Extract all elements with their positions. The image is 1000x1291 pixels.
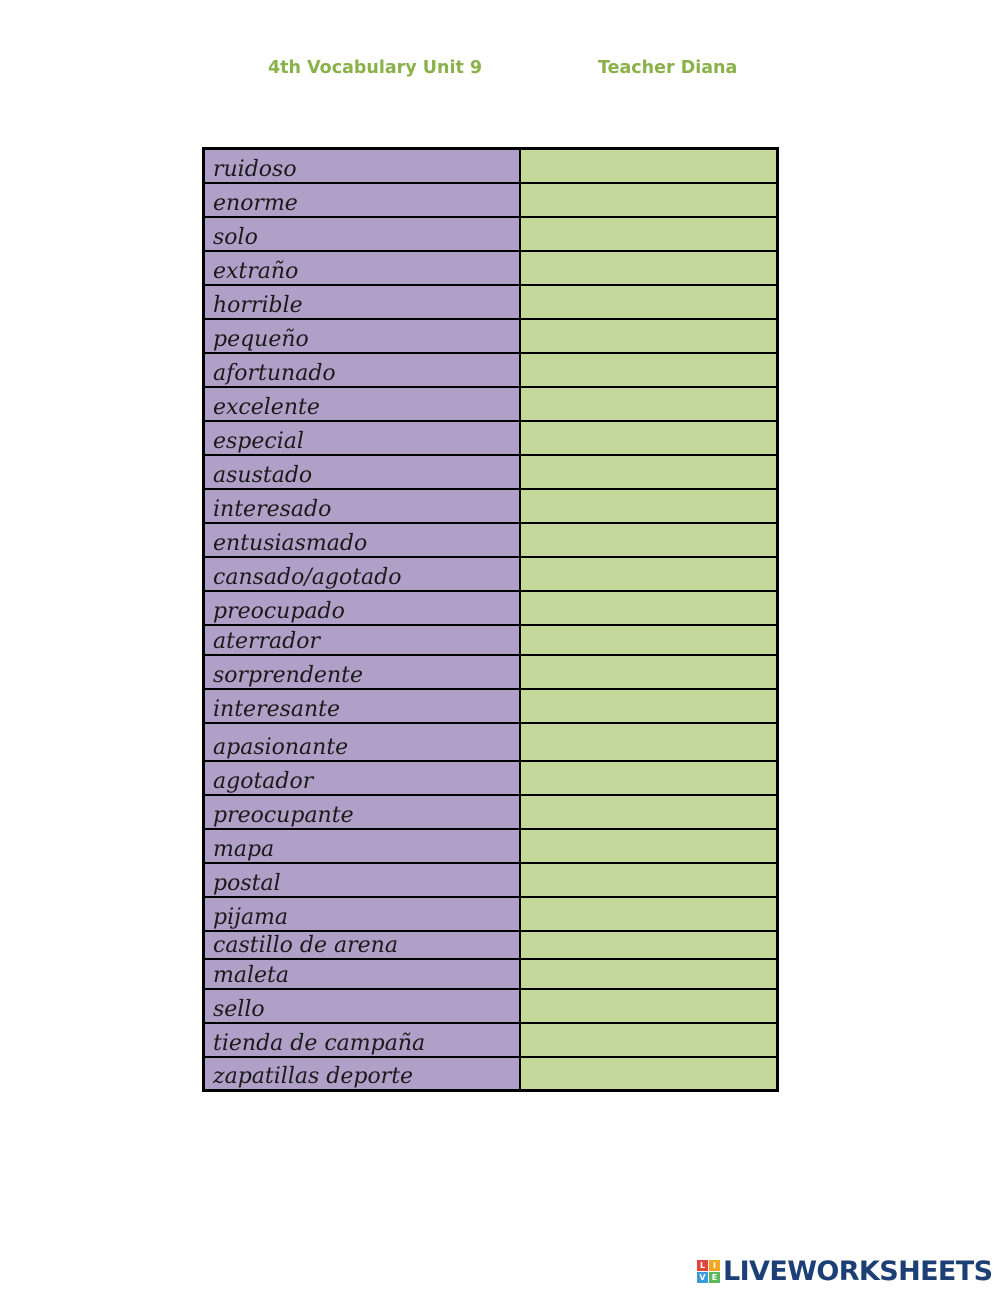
answer-field[interactable] bbox=[520, 1057, 778, 1091]
teacher-name: Teacher Diana bbox=[598, 58, 738, 78]
vocabulary-row bbox=[204, 897, 778, 931]
vocabulary-table-body bbox=[204, 149, 778, 1091]
answer-field[interactable] bbox=[520, 523, 778, 557]
liveworksheets-brand bbox=[697, 1257, 992, 1285]
vocabulary-word: agotador bbox=[204, 761, 521, 795]
vocabulary-row bbox=[204, 319, 778, 353]
vocabulary-row bbox=[204, 829, 778, 863]
vocabulary-word: interesado bbox=[204, 489, 521, 523]
vocabulary-row bbox=[204, 989, 778, 1023]
answer-field[interactable] bbox=[520, 989, 778, 1023]
vocabulary-word: pequeño bbox=[204, 319, 521, 353]
vocabulary-word: ruidoso bbox=[204, 149, 521, 183]
vocabulary-row bbox=[204, 421, 778, 455]
vocabulary-word: cansado/agotado bbox=[204, 557, 521, 591]
answer-field[interactable] bbox=[520, 421, 778, 455]
vocabulary-word: afortunado bbox=[204, 353, 521, 387]
answer-field[interactable] bbox=[520, 455, 778, 489]
vocabulary-row bbox=[204, 863, 778, 897]
vocabulary-word: tienda de campaña bbox=[204, 1023, 521, 1057]
answer-field[interactable] bbox=[520, 591, 778, 625]
vocabulary-word: extraño bbox=[204, 251, 521, 285]
vocabulary-row bbox=[204, 723, 778, 761]
answer-field[interactable] bbox=[520, 183, 778, 217]
logo-tile: I bbox=[709, 1260, 720, 1271]
answer-field[interactable] bbox=[520, 723, 778, 761]
vocabulary-row bbox=[204, 591, 778, 625]
vocabulary-row bbox=[204, 285, 778, 319]
vocabulary-word: solo bbox=[204, 217, 521, 251]
answer-field[interactable] bbox=[520, 761, 778, 795]
logo-tile: V bbox=[697, 1272, 708, 1283]
vocabulary-row bbox=[204, 761, 778, 795]
vocabulary-word: castillo de arena bbox=[204, 931, 521, 959]
answer-field[interactable] bbox=[520, 795, 778, 829]
worksheet-title: 4th Vocabulary Unit 9 bbox=[268, 58, 483, 78]
answer-field[interactable] bbox=[520, 557, 778, 591]
vocabulary-word: excelente bbox=[204, 387, 521, 421]
vocabulary-word: aterrador bbox=[204, 625, 521, 655]
vocabulary-row bbox=[204, 795, 778, 829]
vocabulary-word: zapatillas deporte bbox=[204, 1057, 521, 1091]
vocabulary-row bbox=[204, 489, 778, 523]
vocabulary-row bbox=[204, 931, 778, 959]
answer-field[interactable] bbox=[520, 863, 778, 897]
vocabulary-word: entusiasmado bbox=[204, 523, 521, 557]
vocabulary-word: interesante bbox=[204, 689, 521, 723]
vocabulary-row bbox=[204, 655, 778, 689]
vocabulary-word: horrible bbox=[204, 285, 521, 319]
answer-field[interactable] bbox=[520, 829, 778, 863]
vocabulary-word: pijama bbox=[204, 897, 521, 931]
answer-field[interactable] bbox=[520, 931, 778, 959]
vocabulary-row bbox=[204, 387, 778, 421]
vocabulary-word: postal bbox=[204, 863, 521, 897]
vocabulary-word: mapa bbox=[204, 829, 521, 863]
vocabulary-row bbox=[204, 523, 778, 557]
vocabulary-word: preocupante bbox=[204, 795, 521, 829]
answer-field[interactable] bbox=[520, 959, 778, 989]
vocabulary-row bbox=[204, 557, 778, 591]
vocabulary-row bbox=[204, 455, 778, 489]
logo-tile: L bbox=[697, 1260, 708, 1271]
worksheet-header bbox=[0, 58, 1000, 84]
answer-field[interactable] bbox=[520, 149, 778, 183]
vocabulary-row bbox=[204, 1057, 778, 1091]
vocabulary-table bbox=[202, 147, 779, 1092]
answer-field[interactable] bbox=[520, 655, 778, 689]
answer-field[interactable] bbox=[520, 489, 778, 523]
vocabulary-row bbox=[204, 959, 778, 989]
answer-field[interactable] bbox=[520, 217, 778, 251]
vocabulary-word: maleta bbox=[204, 959, 521, 989]
answer-field[interactable] bbox=[520, 689, 778, 723]
answer-field[interactable] bbox=[520, 251, 778, 285]
answer-field[interactable] bbox=[520, 1023, 778, 1057]
vocabulary-word: sello bbox=[204, 989, 521, 1023]
vocabulary-row bbox=[204, 625, 778, 655]
vocabulary-word: enorme bbox=[204, 183, 521, 217]
vocabulary-word: asustado bbox=[204, 455, 521, 489]
liveworksheets-logo-icon bbox=[697, 1260, 720, 1283]
vocabulary-word: apasionante bbox=[204, 723, 521, 761]
vocabulary-row bbox=[204, 149, 778, 183]
answer-field[interactable] bbox=[520, 897, 778, 931]
answer-field[interactable] bbox=[520, 625, 778, 655]
vocabulary-row bbox=[204, 251, 778, 285]
vocabulary-row bbox=[204, 1023, 778, 1057]
logo-tile: E bbox=[709, 1272, 720, 1283]
vocabulary-row bbox=[204, 183, 778, 217]
answer-field[interactable] bbox=[520, 387, 778, 421]
answer-field[interactable] bbox=[520, 285, 778, 319]
vocabulary-row bbox=[204, 689, 778, 723]
vocabulary-word: sorprendente bbox=[204, 655, 521, 689]
brand-name: LIVEWORKSHEETS bbox=[723, 1255, 993, 1287]
vocabulary-word: preocupado bbox=[204, 591, 521, 625]
vocabulary-row bbox=[204, 217, 778, 251]
answer-field[interactable] bbox=[520, 353, 778, 387]
vocabulary-word: especial bbox=[204, 421, 521, 455]
vocabulary-row bbox=[204, 353, 778, 387]
answer-field[interactable] bbox=[520, 319, 778, 353]
